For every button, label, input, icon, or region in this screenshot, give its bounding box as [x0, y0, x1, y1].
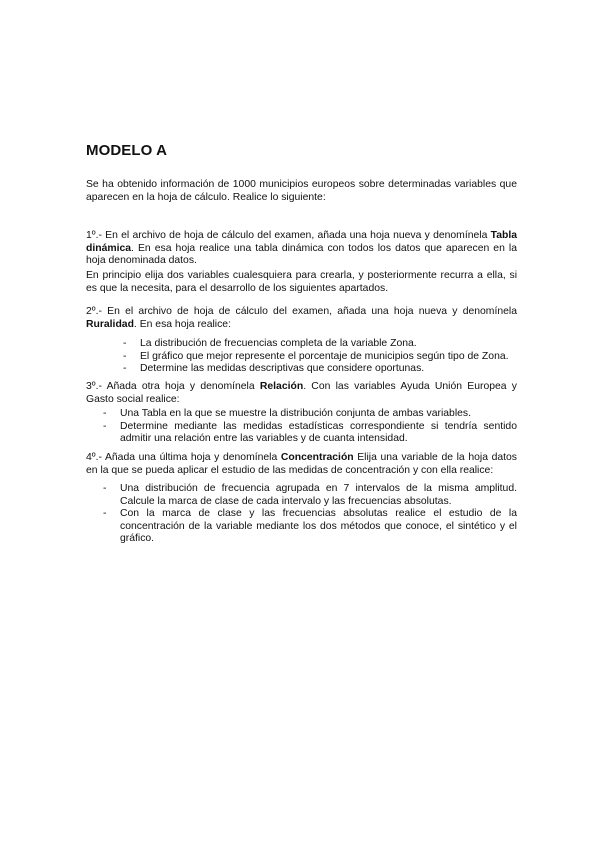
- question-4-text-after: Elija una variable de la hoja datos en la que se pueda aplicar el estudio de las medidas de concentración y con ella realice:: [86, 452, 518, 476]
- page-title: MODELO A: [86, 142, 168, 159]
- intro-paragraph: Se ha obtenido información de 1000 municipios europeos sobre determinadas variables que aparecen en la hoja de cálculo. Realice lo siguiente:: [86, 179, 517, 203]
- question-3-text-after: . Con las variables Ayuda Unión Europea y Gasto social realice:: [86, 381, 517, 405]
- question-2-sheet-name: Ruralidad: [86, 318, 134, 330]
- question-1: [86, 230, 517, 268]
- question-1-note: En principio elija dos variables cualesquiera para crearla, y posteriormente recurra a ella, si es que la necesita, para el desarrollo de los siguientes apartados.: [86, 270, 517, 294]
- question-2-text-after: . En esa hoja realice:: [133, 318, 231, 330]
- question-2: [86, 306, 517, 331]
- question-4: [86, 452, 517, 477]
- question-2-task-list: [140, 338, 517, 376]
- question-3-sheet-name: Relación: [259, 381, 304, 392]
- question-2-text-before: 2º.- En el archivo de hoja de cálculo del examen, añada una hoja nueva y denomínela: [86, 306, 517, 317]
- question-1-text-before: 1º.- En el archivo de hoja de cálculo del examen, añada una hoja nueva y denomínela: [86, 230, 491, 241]
- list-item: - Con la marca de clase y las frecuencias absolutas realice el estudio de la concentración de la variable mediante los dos métodos que conoce, el sintético y el gráfico.: [120, 508, 517, 546]
- list-item: - Determine mediante las medidas estadísticas correspondiente si tendría sentido admitir una relación entre las variables y de cuanta intensidad.: [120, 421, 517, 446]
- question-3-text-before: 3º.- Añada otra hoja y denomínela: [86, 381, 260, 392]
- exam-page: [86, 0, 517, 848]
- list-item: - Determine las medidas descriptivas que considere oportunas.: [140, 363, 517, 376]
- list-item: - La distribución de frecuencias completa de la variable Zona.: [140, 338, 517, 351]
- list-item: - El gráfico que mejor represente el porcentaje de municipios según tipo de Zona.: [140, 351, 517, 364]
- question-1-sheet-name: Tabla dinámica: [86, 230, 517, 254]
- question-4-text-before: 4º.- Añada una última hoja y denomínela: [86, 452, 281, 463]
- question-3: [86, 381, 517, 406]
- list-item: - Una distribución de frecuencia agrupada en 7 intervalos de la misma amplitud. Calcule la marca de clase de cada intervalo y las frecuencias absolutas.: [120, 483, 517, 508]
- question-4-task-list: [120, 483, 517, 546]
- question-3-task-list: [120, 408, 517, 446]
- question-4-sheet-name: Concentración: [280, 452, 354, 463]
- list-item: - Una Tabla en la que se muestre la distribución conjunta de ambas variables.: [120, 408, 517, 421]
- question-1-text-after: . En esa hoja realice una tabla dinámica con todos los datos que aparecen en la hoja denominada datos.: [86, 242, 517, 267]
